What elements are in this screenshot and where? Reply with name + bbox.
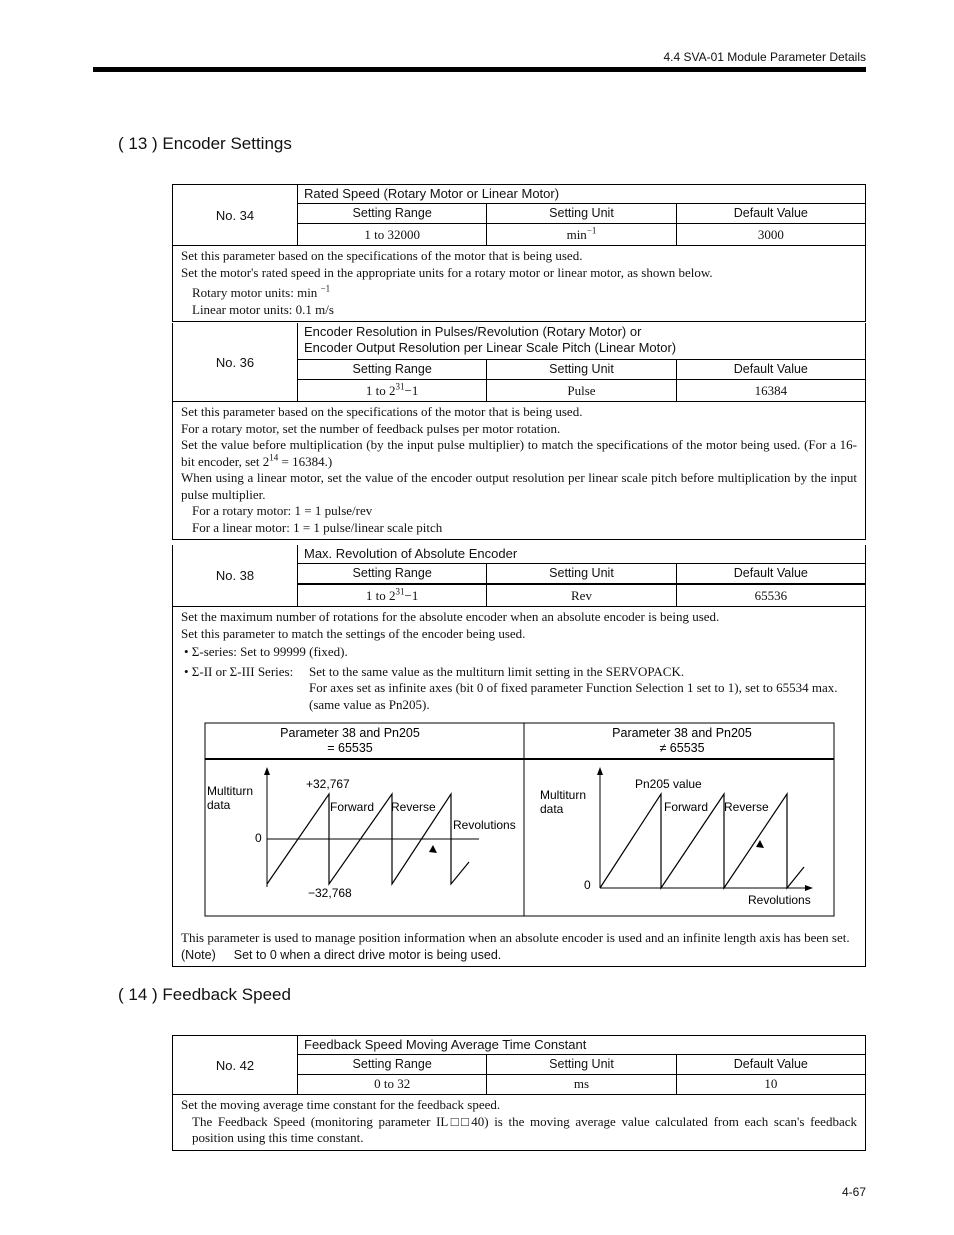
param-table-36 — [172, 323, 866, 540]
param-description: Set this parameter based on the specifications of the motor that is being used. For a rotary motor, set the number of feedback pulses per motor rotation. Set the value before multiplication (by the input pulse multiplier) to match the specifications of the motor being used. (For a 16-bit encoder, set $2^{14} = 16384$.) When using a linear motor, set the value of the encoder output resolution per linear scale pitch before multiplication by the input pulse multiplier. For a rotary motor: 1 = 1 pulse/rev For a linear motor: 1 = 1 pulse/linear scale pitch — [181, 404, 857, 535]
left-top-label: +32,767 — [306, 777, 350, 791]
col-default-value: Default Value — [733, 1057, 808, 1071]
col-setting-range: Setting Range — [298, 204, 487, 223]
param-number: No. 36 — [173, 323, 298, 401]
page-number: 4-67 — [841, 1185, 866, 1199]
value-range: 1 to $2^{31}-1$ — [298, 585, 487, 606]
value-unit: Pulse — [487, 380, 676, 401]
param-name: Max. Revolution of Absolute Encoder — [298, 545, 865, 564]
param-name: Feedback Speed Moving Average Time Constant — [298, 1036, 865, 1055]
col-default-value: Default Value — [733, 206, 808, 220]
left-bottom-label: −32,768 — [308, 886, 352, 900]
param-description: Set the maximum number of rotations for the absolute encoder when an absolute encoder is being used. Set this parameter to match the settings of the encoder being used. • Σ-series: Set to 99999 (fixed). • Σ-II or Σ-III Series: Set to the same value as the multiturn limit setting in the SERVOPACK. For axes set as infinite axes (bit 0 of fixed parameter Function Selection 1 set to 1), set to 65534 max. (same value as Pn205). Parameter 38 and Pn205 = 65535 Parameter 38 and Pn205 ≠ 65535 Multiturn data +32,767 0 −32,768 Forward Reverse Revolutions Multiturn data Pn205 value 0 Forward Reverse Revolutions This parameter is used to manage position information when an absolute encoder is used and an infinite length axis has been set. (Note) Set to 0 when a direct drive motor is being used. — [181, 609, 850, 962]
reverse-arrow-left — [429, 845, 437, 853]
col-setting-unit: Setting Unit — [487, 1055, 676, 1074]
value-range: 1 to $2^{31}-1$ — [298, 380, 487, 401]
right-zero-label: 0 — [584, 878, 591, 892]
right-ylabel-1: Multiturn — [540, 788, 587, 802]
param-description: Set this parameter based on the specifications of the motor that is being used. Set the motor's rated speed in the appropriate units for a rotary motor or linear motor, as shown below. Rotary motor units: min $^{-1}$ Linear motor units: 0.1 m/s — [181, 248, 713, 317]
section-title-encoder: ( 13 ) Encoder Settings — [118, 134, 292, 153]
param-description: Set the moving average time constant for the feedback speed. The Feedback Speed (monitoring parameter IL□□40) is the moving average value calculated from each scan's feedback position using this time constant. — [181, 1097, 857, 1145]
param-table-38 — [172, 545, 866, 967]
reverse-arrow-right — [756, 840, 764, 848]
value-default: 3000 — [757, 227, 784, 242]
multiturn-diagram — [204, 722, 836, 920]
note-text: Set to 0 when a direct drive motor is being used. — [233, 947, 502, 962]
revolutions-label-left: Revolutions — [453, 818, 516, 832]
left-ylabel-1: Multiturn — [207, 784, 254, 798]
value-unit: $\min^{-1}$ — [487, 224, 676, 245]
col-default-value: Default Value — [733, 362, 808, 376]
param-number: No. 38 — [173, 545, 298, 606]
col-setting-range: Setting Range — [298, 360, 487, 379]
left-zero-label: 0 — [255, 831, 262, 845]
param-table-34 — [172, 184, 866, 322]
left-head-2: = 65535 — [327, 741, 373, 755]
value-default: 16384 — [754, 383, 788, 398]
param-number: No. 34 — [173, 185, 298, 245]
value-default: 10 — [764, 1076, 778, 1091]
left-ylabel-2: data — [207, 798, 231, 812]
left-y-arrow — [264, 767, 270, 775]
right-top-label: Pn205 value — [635, 777, 702, 791]
revolutions-label-right: Revolutions — [748, 893, 811, 907]
col-setting-unit: Setting Unit — [487, 204, 676, 223]
reverse-label-left: Reverse — [391, 800, 436, 814]
forward-label-left: Forward — [330, 800, 375, 814]
param-name: Rated Speed (Rotary Motor or Linear Motor) — [298, 185, 865, 204]
value-default: 65536 — [754, 588, 788, 603]
right-x-arrow — [805, 885, 813, 891]
param-number: No. 42 — [173, 1036, 298, 1094]
running-header: 4.4 SVA-01 Module Parameter Details — [663, 50, 866, 64]
col-setting-unit: Setting Unit — [487, 360, 676, 379]
right-head-2: ≠ 65535 — [659, 741, 705, 755]
section-title-feedback: ( 14 ) Feedback Speed — [118, 985, 291, 1004]
param-table-42 — [172, 1035, 866, 1151]
right-y-arrow — [597, 767, 603, 775]
value-unit: Rev — [487, 585, 676, 606]
col-default-value: Default Value — [733, 566, 808, 580]
col-setting-unit: Setting Unit — [487, 564, 676, 583]
note-label: (Note) — [181, 947, 216, 962]
header-rule — [93, 67, 866, 72]
right-ylabel-2: data — [540, 802, 564, 816]
value-unit: ms — [487, 1075, 676, 1094]
forward-label-right: Forward — [664, 800, 709, 814]
value-range: 0 to 32 — [298, 1075, 487, 1094]
reverse-label-right: Reverse — [724, 800, 769, 814]
left-head-1: Parameter 38 and Pn205 — [280, 726, 420, 740]
col-setting-range: Setting Range — [298, 1055, 487, 1074]
right-head-1: Parameter 38 and Pn205 — [612, 726, 752, 740]
col-setting-range: Setting Range — [298, 564, 487, 583]
value-range: 1 to 32000 — [298, 224, 487, 245]
param-name: Encoder Resolution in Pulses/Revolution (Rotary Motor) or Encoder Output Resolution per Linear Scale Pitch (Linear Motor) — [298, 323, 865, 360]
